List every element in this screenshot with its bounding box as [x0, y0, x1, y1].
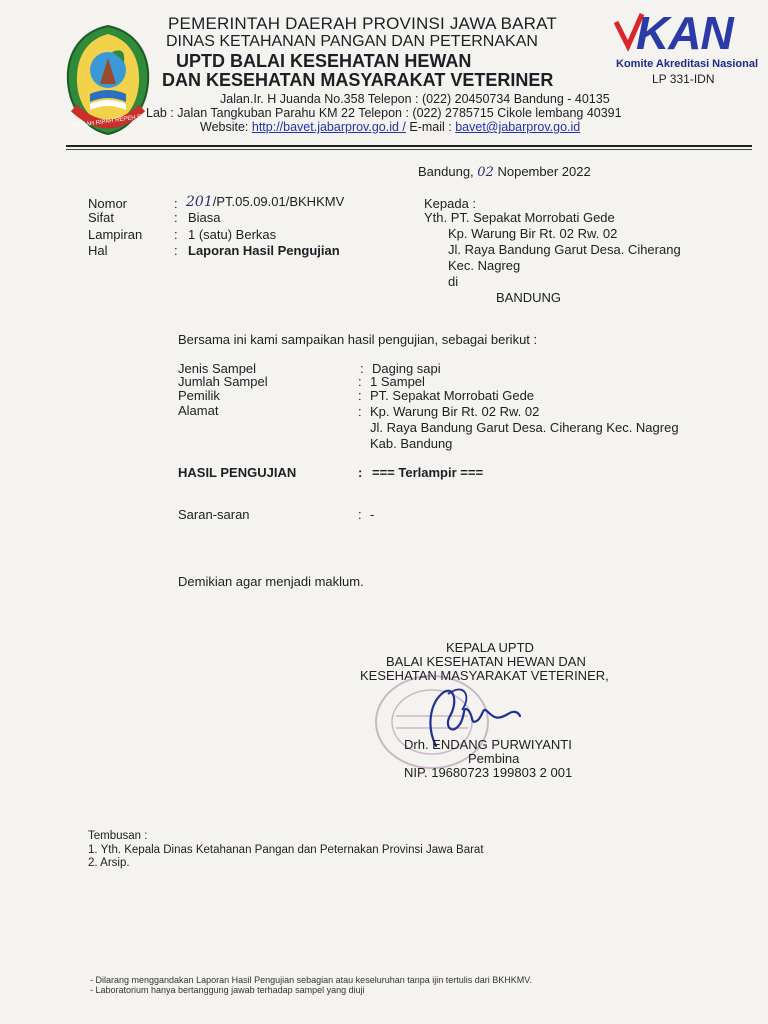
- detail-value-alamat-2: Jl. Raya Bandung Garut Desa. Ciherang Kec. Nagreg: [370, 420, 679, 435]
- detail-label-pemilik: Pemilik: [178, 388, 220, 403]
- recipient-address-3: Kec. Nagreg: [448, 258, 521, 273]
- meta-value-sifat: Biasa: [188, 210, 221, 225]
- recipient-address-2: Jl. Raya Bandung Garut Desa. Ciherang: [448, 242, 681, 257]
- meta-label-nomor: Nomor: [88, 196, 128, 211]
- header-divider-thick: [66, 145, 752, 147]
- header-uptd: UPTD BALAI KESEHATAN HEWAN: [176, 51, 472, 71]
- meta-label-lampiran: Lampiran: [88, 227, 143, 242]
- website-link[interactable]: http://bavet.jabarprov.go.id /: [251, 120, 406, 134]
- signer-name: Drh. ENDANG PURWIYANTI: [404, 737, 572, 752]
- header-government: PEMERINTAH DAERAH PROVINSI JAWA BARAT: [168, 14, 558, 33]
- suggestion-label: Saran-saran: [178, 507, 250, 522]
- meta-label-hal: Hal: [88, 243, 108, 258]
- cc-item-2: 2. Arsip.: [88, 857, 130, 869]
- kan-subtitle: Komite Akreditasi Nasional: [616, 58, 759, 70]
- closing-text: Demikian agar menjadi maklum.: [178, 574, 364, 589]
- signature-title-2: BALAI KESEHATAN HEWAN DAN: [386, 654, 586, 669]
- meta-label-sifat: Sifat: [88, 210, 115, 225]
- handwritten-number: 201: [186, 194, 213, 210]
- recipient-kepada: Kepada :: [424, 196, 477, 211]
- recipient-city: BANDUNG: [496, 290, 562, 305]
- detail-value-alamat: Kp. Warung Bir Rt. 02 Rw. 02: [370, 404, 540, 419]
- recipient-di: di: [448, 274, 459, 289]
- signature-title-1: KEPALA UPTD: [446, 640, 534, 655]
- signature-title-3: KESEHATAN MASYARAKAT VETERINER,: [360, 668, 609, 683]
- header-contact: Website: http://bavet.jabarprov.go.id / E-mail : bavet@jabarprov.go.id: [200, 120, 581, 134]
- recipient-address-1: Kp. Warung Bir Rt. 02 Rw. 02: [448, 226, 618, 241]
- cc-item-1: 1. Yth. Kepala Dinas Ketahanan Pangan dan Peternakan Provinsi Jawa Barat: [88, 844, 484, 856]
- detail-label-alamat: Alamat: [178, 403, 219, 418]
- recipient-name: Yth. PT. Sepakat Morrobati Gede: [424, 210, 615, 225]
- meta-value-lampiran: 1 (satu) Berkas: [188, 227, 277, 242]
- result-value: === Terlampir ===: [372, 465, 484, 480]
- logo-motto: GEMAH RIPAH REPEH RAPIH: [71, 112, 156, 130]
- meta-value-hal: Laporan Hasil Pengujian: [188, 243, 340, 258]
- header-uptd-sub: DAN KESEHATAN MASYARAKAT VETERINER: [162, 70, 554, 90]
- signer-rank: Pembina: [468, 751, 520, 766]
- result-label: HASIL PENGUJIAN: [178, 465, 297, 480]
- detail-value-pemilik: PT. Sepakat Morrobati Gede: [370, 388, 535, 403]
- email-link[interactable]: bavet@jabarprov.go.id: [455, 120, 581, 134]
- header-divider-thin: [66, 149, 752, 150]
- header-address: Jalan.Ir. H Juanda No.358 Telepon : (022) 20450734 Bandung - 40135: [220, 92, 610, 106]
- kan-logo-text: KAN: [636, 7, 733, 59]
- footnote-1: - Dilarang menggandakan Laporan Hasil Pengujian sebagian atau keseluruhan tanpa ijin tertulis dari BKHKMV.: [90, 975, 532, 985]
- header-department: DINAS KETAHANAN PANGAN DAN PETERNAKAN: [166, 33, 538, 50]
- detail-value-jenis: Daging sapi: [372, 361, 441, 376]
- kan-accreditation-code: LP 331-IDN: [652, 72, 715, 86]
- detail-label-jenis: Jenis Sampel: [178, 361, 257, 376]
- footnote-2: - Laboratorium hanya bertanggung jawab terhadap sampel yang diuji: [90, 985, 365, 995]
- signer-nip: NIP. 19680723 199803 2 001: [404, 765, 573, 780]
- handwritten-day: 02: [477, 165, 494, 180]
- meta-value-nomor: 201/PT.05.09.01/BKHKMV: [186, 194, 345, 210]
- cc-title: Tembusan :: [88, 830, 148, 842]
- detail-value-jumlah: 1 Sampel: [370, 374, 425, 389]
- header-lab-address: Lab : Jalan Tangkuban Parahu KM 22 Telepon : (022) 2785715 Cikole lembang 40391: [146, 106, 622, 120]
- detail-label-jumlah: Jumlah Sampel: [178, 374, 268, 389]
- letter-date: Bandung, 02 Nopember 2022: [418, 164, 591, 180]
- intro-text: Bersama ini kami sampaikan hasil pengujian, sebagai berikut :: [178, 332, 538, 347]
- detail-value-alamat-3: Kab. Bandung: [370, 436, 453, 451]
- suggestion-value: -: [370, 507, 375, 522]
